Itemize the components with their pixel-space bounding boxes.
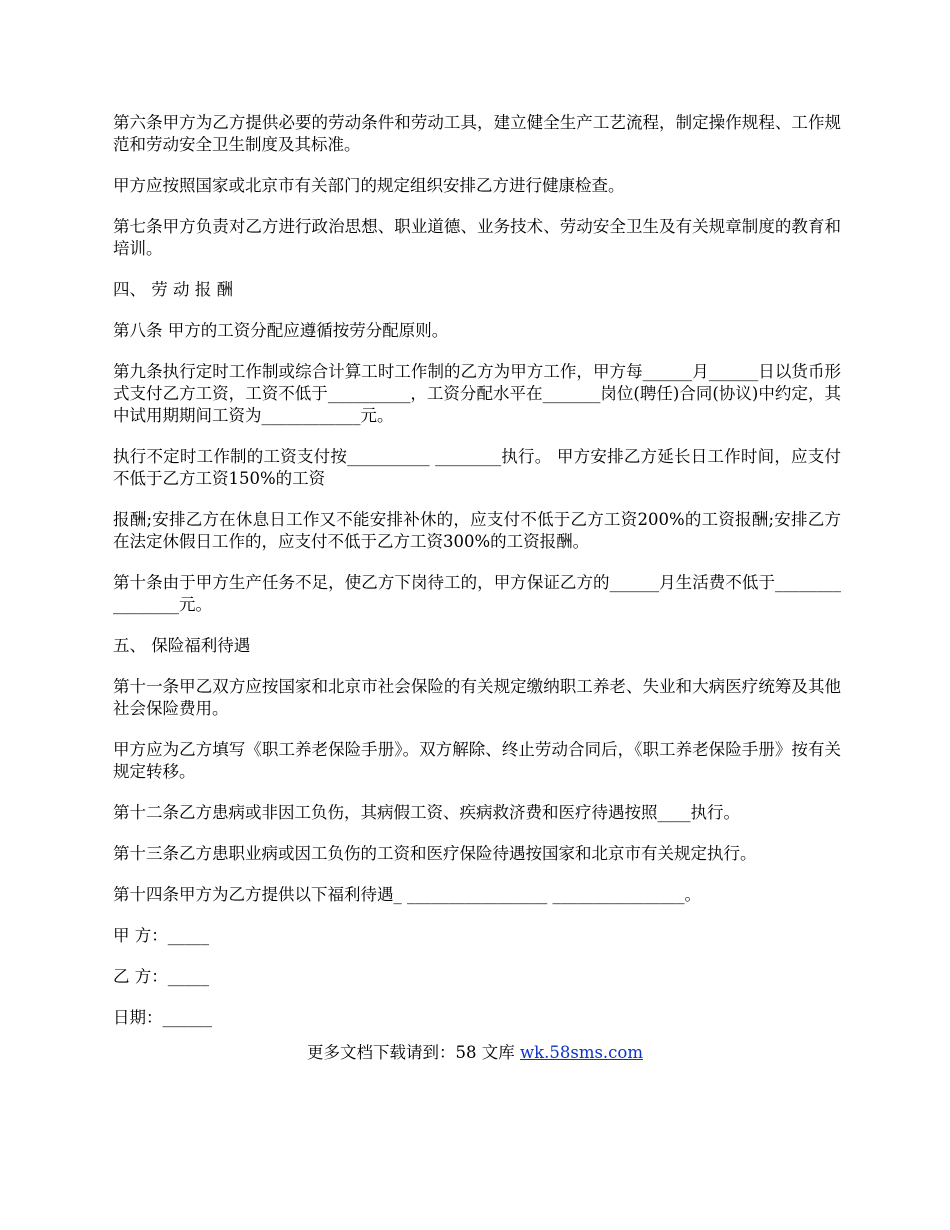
footer [0,1042,950,1064]
footer-text: 更多文档下载请到：58 文库 [306,1043,520,1062]
signature-date: 日期：______ [113,1008,212,1027]
footer-link[interactable]: wk.58sms.com [519,1043,643,1062]
signature-party-b: 乙 方：_____ [113,967,209,986]
article-6: 第六条甲方为乙方提供必要的劳动条件和劳动工具，建立健全生产工艺流程，制定操作规程、工作规范和劳动安全卫生制度及其标准。 [113,113,841,154]
article-7: 第七条甲方负责对乙方进行政治思想、职业道德、业务技术、劳动安全卫生及有关规章制度的教育和培训。 [113,217,841,258]
article-14: 第十四条甲方为乙方提供以下福利待遇_ _________________ ________________。 [113,885,701,904]
flexible-hours-paragraph: 执行不定时工作制的工资支付按__________ ________执行。 甲方安排乙方延长日工作时间，应支付不低于乙方工资150%的工资 [113,447,841,488]
article-11: 第十一条甲乙双方应按国家和北京市社会保险的有关规定缴纳职工养老、失业和大病医疗统筹及其他社会保险费用。 [113,677,841,718]
section-heading-remuneration: 四、 劳 动 报 酬 [113,280,233,299]
article-8: 第八条 甲方的工资分配应遵循按劳分配原则。 [113,321,449,340]
article-12: 第十二条乙方患病或非因工负伤，其病假工资、疾病救济费和医疗待遇按照____执行。 [113,803,740,822]
article-9: 第九条执行定时工作制或综合计算工时工作制的乙方为甲方工作，甲方每______月______日以货币形式支付乙方工资，工资不低于__________，工资分配水平在_______岗位(聘任)合同(协议)中约定，其中试用期期间工资为____________元。 [113,362,841,425]
section-heading-insurance: 五、 保险福利待遇 [113,636,251,655]
pension-handbook-paragraph: 甲方应为乙方填写《职工养老保险手册》。双方解除、终止劳动合同后，《职工养老保险手册》按有关规定转移。 [113,740,841,781]
document-body [113,112,841,1048]
article-10: 第十条由于甲方生产任务不足，使乙方下岗待工的，甲方保证乙方的______月生活费不低于________________元。 [113,573,841,614]
signature-party-a: 甲 方：_____ [113,926,209,945]
overtime-pay-paragraph: 报酬;安排乙方在休息日工作又不能安排补休的，应支付不低于乙方工资200%的工资报酬;安排乙方在法定休假日工作的，应支付不低于乙方工资300%的工资报酬。 [113,510,841,551]
health-check-paragraph: 甲方应按照国家或北京市有关部门的规定组织安排乙方进行健康检查。 [113,176,625,195]
article-13: 第十三条乙方患职业病或因工负伤的工资和医疗保险待遇按国家和北京市有关规定执行。 [113,844,757,863]
